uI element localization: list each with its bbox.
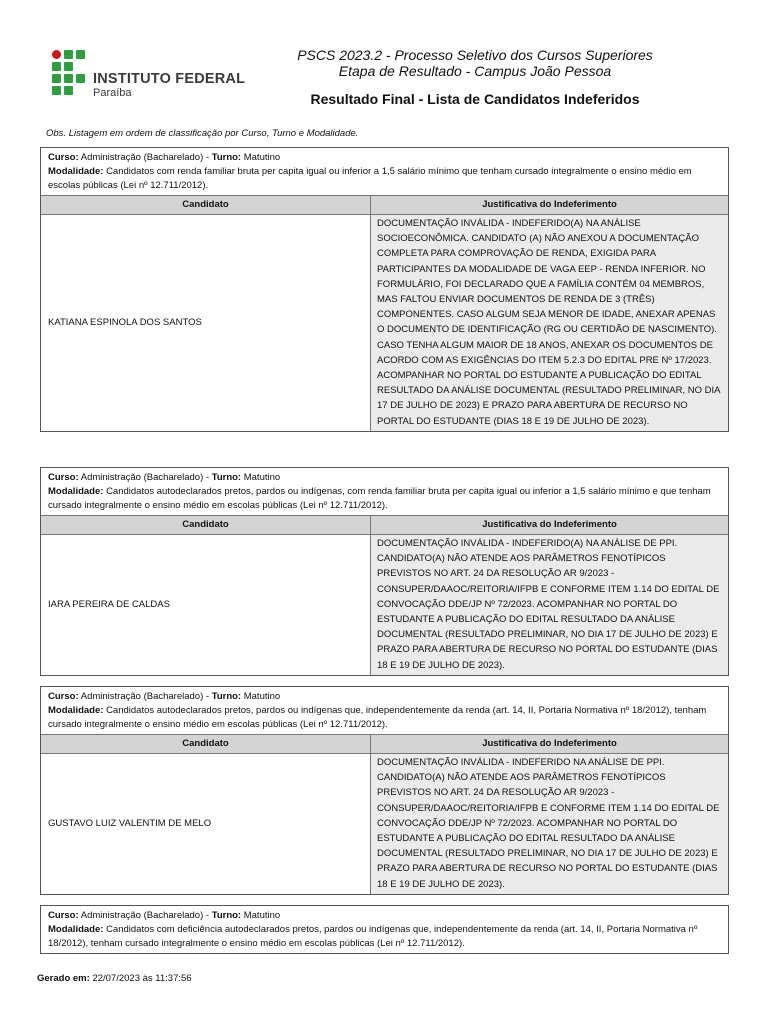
- course-info: Curso: Administração (Bacharelado) - Turno: Matutino Modalidade: Candidatos autodeclarados pretos, pardos ou indígenas, com renda familiar bruta per capita igual ou inferior a 1,5 salário mínimo e que tenham cursado integralmente o ensino médio em escolas públicas (Lei nº 12.711/2012).: [48, 472, 711, 511]
- course-block: [40, 147, 729, 432]
- course-info: Curso: Administração (Bacharelado) - Turno: Matutino Modalidade: Candidatos autodeclarados pretos, pardos ou indígenas que, independentemente da renda (art. 14, II, Portaria Normativa nº 18/2012), tenham cursado integralmente o ensino médio em escolas públicas (Lei nº 12.711/2012).: [48, 691, 707, 730]
- course-name: Administração (Bacharelado): [80, 472, 204, 483]
- candidates-table: [41, 734, 728, 894]
- page-title: Resultado Final - Lista de Candidatos Indeferidos: [310, 91, 640, 107]
- rejection-reason: DOCUMENTAÇÃO INVÁLIDA - INDEFERIDO(A) NA ANÁLISE SOCIOECONÔMICA. CANDIDATO (A) NÃO ANEXOU A DOCUMENTAÇÃO COMPLETA PARA COMPROVAÇÃO DE RENDA, EXIGIDA PARA PARTICIPANTES DA MODALIDADE DE VAGA EEP - RENDA INFERIOR. NO FORMULÁRIO, FOI DECLARADO QUE A FAMÍLIA CONTÉM 04 MEMBROS, MAS FALTOU ENVIAR DOCUMENTOS DE RENDA DE 3 (TRÊS) COMPONENTES. CASO ALGUM SEJA MENOR DE IDADE, ANEXAR APENAS O DOCUMENTO DE IDENTIFICAÇÃO (RG OU CERTIDÃO DE NASCIMENTO). CASO TENHA ALGUM MAIOR DE 18 ANOS, ANEXAR OS DOCUMENTOS DE ACORDO COM AS EXIGÊNCIAS DO ITEM 5.2.3 DO EDITAL PRE Nº 17/2023. ACOMPANHAR NO PORTAL DO ESTUDANTE A PUBLICAÇÃO DO EDITAL RESULTADO DA ANÁLISE DOCUMENTAL (RESULTADO PRELIMINAR, NO DIA 17 DE JULHO DE 2023) E PRAZO PARA ABERTURA DE RECURSO NO PORTAL DO ESTUDANTE (DIAS 18 E 19 DE JULHO DE 2023).: [371, 215, 729, 431]
- course-info: Curso: Administração (Bacharelado) - Turno: Matutino Modalidade: Candidatos com renda familiar bruta per capita igual ou inferior a 1,5 salário mínimo que tenham cursado integralmente o ensino médio em escolas públicas (Lei nº 12.711/2012).: [48, 152, 692, 191]
- rejection-reason: DOCUMENTAÇÃO INVÁLIDA - INDEFERIDO(A) NA ANÁLISE DE PPI. CANDIDATO(A) NÃO ATENDE AOS PARÂMETROS FENOTÍPICOS PREVISTOS NO ART. 24 DA RESOLUÇÃO AR 9/2023 - CONSUPER/DAAOC/REITORIA/IFPB E CONFORME ITEM 1.14 DO EDITAL DE CONVOCAÇÃO DDE/JP Nº 72/2023. ACOMPANHAR NO PORTAL DO ESTUDANTE A PUBLICAÇÃO DO EDITAL RESULTADO DA ANÁLISE DOCUMENTAL (RESULTADO PRELIMINAR, NO DIA 17 DE JULHO DE 2023) E PRAZO PARA ABERTURA DE RECURSO NO PORTAL DO ESTUDANTE (DIAS 18 E 19 DE JULHO DE 2023).: [371, 535, 729, 675]
- table-row: [41, 215, 728, 431]
- course-name: Administração (Bacharelado): [80, 910, 204, 921]
- logo-mark-icon: [52, 50, 88, 98]
- course-block: [40, 905, 729, 954]
- logo-name: INSTITUTO FEDERAL: [93, 71, 246, 87]
- table-row: [41, 754, 728, 894]
- shift-name: Matutino: [243, 910, 281, 921]
- table-header-row: [41, 196, 728, 215]
- document-title-line1: PSCS 2023.2 - Processo Seletivo dos Cursos Superiores: [297, 47, 653, 63]
- shift-name: Matutino: [243, 472, 281, 483]
- candidate-name: GUSTAVO LUIZ VALENTIM DE MELO: [41, 754, 371, 894]
- candidates-table: [41, 195, 728, 431]
- table-header-row: [41, 516, 728, 535]
- column-header-candidato: Candidato: [41, 735, 371, 754]
- modality-text: Candidatos autodeclarados pretos, pardos ou indígenas que, independentemente da renda (art. 14, II, Portaria Normativa nº 18/2012), tenham cursado integralmente o ensino médio em escolas públicas (Lei nº 12.711/2012).: [48, 705, 707, 730]
- rejection-reason: DOCUMENTAÇÃO INVÁLIDA - INDEFERIDO NA ANÁLISE DE PPI. CANDIDATO(A) NÃO ATENDE AOS PARÂMETROS FENOTÍPICOS PREVISTOS NO ART. 24 DA RESOLUÇÃO AR 9/2023 - CONSUPER/DAAOC/REITORIA/IFPB E CONFORME ITEM 1.14 DO EDITAL DE CONVOCAÇÃO DDE/JP Nº 72/2023. ACOMPANHAR NO PORTAL DO ESTUDANTE A PUBLICAÇÃO DO EDITAL RESULTADO DA ANÁLISE DOCUMENTAL (RESULTADO PRELIMINAR, NO DIA 17 DE JULHO DE 2023) E PRAZO PARA ABERTURA DE RECURSO NO PORTAL DO ESTUDANTE (DIAS 18 E 19 DE JULHO DE 2023).: [371, 754, 729, 894]
- column-header-justificativa: Justificativa do Indeferimento: [371, 196, 729, 215]
- course-name: Administração (Bacharelado): [80, 152, 204, 163]
- modality-text: Candidatos autodeclarados pretos, pardos ou indígenas, com renda familiar bruta per capita igual ou inferior a 1,5 salário mínimo e que tenham cursado integralmente o ensino médio em escolas públicas (Lei nº 12.711/2012).: [48, 486, 711, 511]
- column-header-justificativa: Justificativa do Indeferimento: [371, 516, 729, 535]
- candidate-name: IARA PEREIRA DE CALDAS: [41, 535, 371, 675]
- generated-timestamp: Gerado em: 22/07/2023 às 11:37:56: [37, 973, 192, 984]
- logo-subtitle: Paraíba: [93, 87, 132, 99]
- course-block: [40, 467, 729, 676]
- candidate-name: KATIANA ESPINOLA DOS SANTOS: [41, 215, 371, 431]
- table-row: [41, 535, 728, 675]
- course-block: [40, 686, 729, 895]
- candidates-table: [41, 515, 728, 675]
- column-header-candidato: Candidato: [41, 516, 371, 535]
- modality-text: Candidatos com renda familiar bruta per capita igual ou inferior a 1,5 salário mínimo que tenham cursado integralmente o ensino médio em escolas públicas (Lei nº 12.711/2012).: [48, 166, 692, 191]
- generated-date: 22/07/2023 às 11:37:56: [92, 973, 192, 984]
- table-header-row: [41, 735, 728, 754]
- institution-logo: [52, 50, 246, 100]
- observation-note: Obs. Listagem em ordem de classificação por Curso, Turno e Modalidade.: [46, 128, 359, 139]
- course-name: Administração (Bacharelado): [80, 691, 204, 702]
- course-info: Curso: Administração (Bacharelado) - Turno: Matutino Modalidade: Candidatos com deficiência autodeclarados pretos, pardos ou indígenas que, independentemente da renda (art. 14, II, Portaria Normativa nº 18/2012), tenham cursado integralmente o ensino médio em escolas públicas (Lei nº 12.711/2012).: [48, 910, 698, 949]
- shift-name: Matutino: [243, 691, 281, 702]
- document-title-line2: Etapa de Resultado - Campus João Pessoa: [338, 63, 612, 79]
- column-header-justificativa: Justificativa do Indeferimento: [371, 735, 729, 754]
- modality-text: Candidatos com deficiência autodeclarados pretos, pardos ou indígenas que, independentemente da renda (art. 14, II, Portaria Normativa nº 18/2012), tenham cursado integralmente o ensino médio em escolas públicas (Lei nº 12.711/2012).: [48, 924, 698, 949]
- column-header-candidato: Candidato: [41, 196, 371, 215]
- shift-name: Matutino: [243, 152, 281, 163]
